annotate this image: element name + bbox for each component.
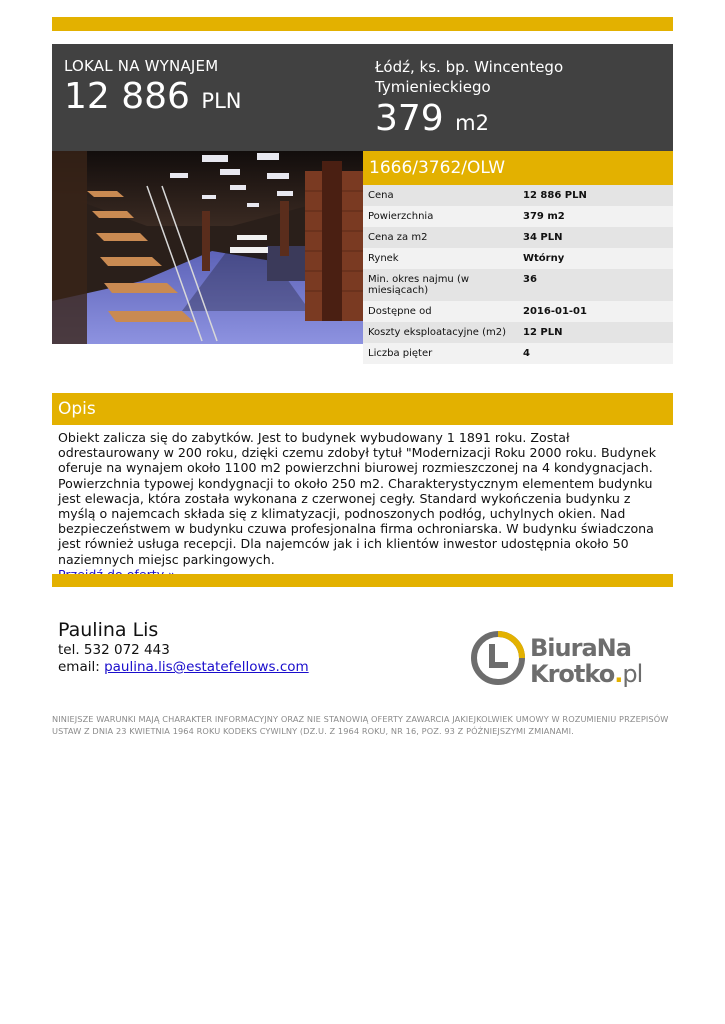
description-heading: Opis: [52, 393, 673, 425]
param-row: [363, 322, 673, 343]
address: Łódź, ks. bp. Wincentego Tymienieckiego: [375, 58, 564, 96]
param-label: Powierzchnia: [368, 211, 434, 222]
logo-graphic: [470, 627, 650, 689]
param-value: 34 PLN: [523, 232, 563, 243]
company-logo: [470, 627, 650, 689]
legal-disclaimer: NINIEJSZE WARUNKI MAJĄ CHARAKTER INFORMACYJNY ORAZ NIE STANOWIĄ OFERTY ZAWARCIA JAKIEJKOLWIEK UMOWY W ROZUMIENIU PRZEPISÓW USTAW Z DNIA 23 KWIETNIA 1964 ROKU KODEKS CYWILNY (DZ.U. Z 1964 ROKU, NR 16, POZ. 93 Z PÓŹNIEJSZYMI ZMIANAMI.: [52, 714, 669, 736]
email-label: email:: [58, 659, 105, 675]
agent-phone: tel. 532 072 443: [58, 642, 170, 658]
header-right: [375, 57, 665, 143]
param-row: [363, 301, 673, 322]
logo-line2-main: Krotko: [530, 660, 615, 688]
logo-line2: [530, 660, 642, 688]
logo-suffix: pl: [622, 660, 643, 688]
listing-reference: 1666/3762/OLW: [363, 151, 673, 185]
description-body: [58, 430, 670, 582]
param-label: Rynek: [368, 253, 399, 264]
param-row: [363, 248, 673, 269]
description-text: Obiekt zalicza się do zabytków. Jest to budynek wybudowany 1 1891 roku. Został odrestaurowany w 200 roku, dzięki czemu zdobył tytuł "Modernizacji Roku 2000 roku. Budynek oferuje na wynajem około 1100 m2 powierzchni biurowej rozmieszczonej na 4 kondygnacjach. Powierzchnia typowej kondygnacji to około 250 m2. Charakterystycznym elementem budynku jest elewacja, która została wykonana z czerwonej cegły. Standard wykończenia budynku z myślą o najemcach składa się z klimatyzacji, podnoszonych podłóg, uchylnych okien. Nad bezpieczeństwem w budynku czuwa profesjonalna firma ochroniarska. W budynku świadczona jest również usługa recepcji. Dla najemców jak i ich klientów inwestor udostępnia około 50 naziemnych miejsc parkingowych.: [58, 430, 657, 567]
agent-name: Paulina Lis: [58, 619, 159, 641]
parameters-table: [363, 185, 673, 364]
area-unit: m2: [455, 111, 489, 135]
param-value: 4: [523, 348, 530, 359]
price-currency: PLN: [201, 89, 242, 113]
listing-header: [52, 44, 673, 151]
param-value: 379 m2: [523, 211, 565, 222]
logo-line1: BiuraNa: [530, 634, 631, 662]
office-interior-image: [52, 151, 363, 344]
param-label: Cena za m2: [368, 232, 428, 243]
param-value: 2016-01-01: [523, 306, 587, 317]
listing-type: LOKAL NA WYNAJEM: [64, 57, 219, 75]
param-row: [363, 185, 673, 206]
param-label: Cena: [368, 190, 394, 201]
agent-email-link[interactable]: paulina.lis@estatefellows.com: [104, 659, 309, 675]
param-label: Min. okres najmu (w miesiącach): [368, 274, 470, 296]
param-value: 12 886 PLN: [523, 190, 587, 201]
price-value: 12 886: [64, 76, 190, 117]
property-photo: [52, 151, 363, 344]
header-left: [64, 57, 242, 121]
param-value: 12 PLN: [523, 327, 563, 338]
param-label: Dostępne od: [368, 306, 432, 317]
area-value: 379: [375, 98, 444, 139]
param-row: [363, 269, 673, 301]
logo-dot: .: [614, 660, 623, 688]
contact-block: [58, 618, 309, 676]
area-block: [375, 99, 665, 143]
middle-accent-bar: [52, 574, 673, 587]
top-accent-bar: [52, 17, 673, 31]
param-value: 36: [523, 274, 537, 285]
param-row: [363, 227, 673, 248]
param-row: [363, 343, 673, 364]
price-block: [64, 77, 242, 121]
param-value: Wtórny: [523, 253, 565, 264]
param-row: [363, 206, 673, 227]
param-label: Liczba pięter: [368, 348, 433, 359]
param-label: Koszty eksploatacyjne (m2): [368, 327, 506, 338]
agent-email-line: [58, 659, 309, 676]
